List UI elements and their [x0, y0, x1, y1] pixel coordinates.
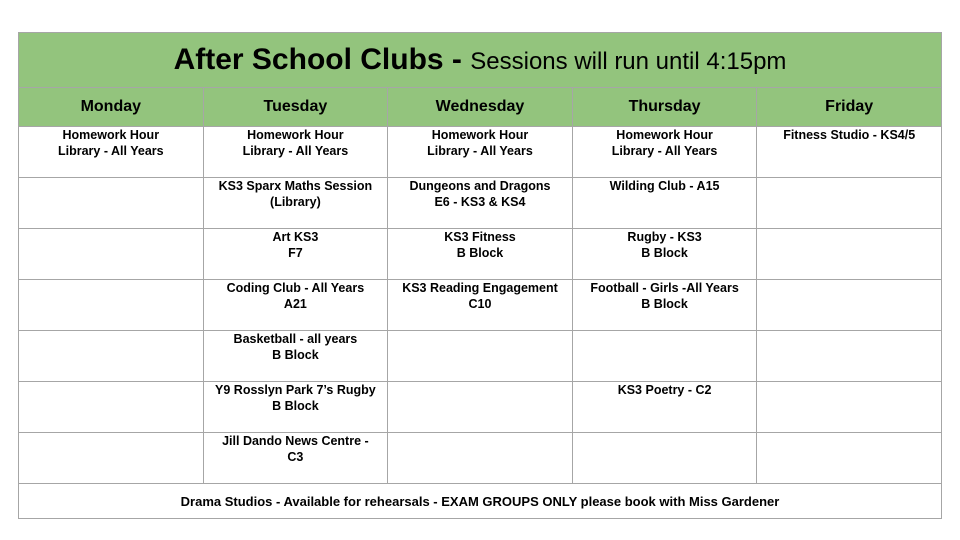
page-title: After School Clubs -	[173, 43, 471, 76]
page-subtitle: Sessions will run until 4:15pm	[470, 48, 787, 75]
club-cell-friday	[757, 280, 942, 331]
club-cell-monday	[19, 178, 204, 229]
club-cell-thursday	[572, 229, 757, 280]
club-cell-wednesday	[388, 382, 573, 433]
club-cell-wednesday	[388, 229, 573, 280]
club-location: B Block	[272, 399, 319, 413]
club-cell-monday	[19, 382, 204, 433]
club-cell-tuesday	[203, 280, 388, 331]
timetable-row	[19, 127, 942, 178]
club-location: Library - All Years	[611, 144, 718, 158]
club-cell-wednesday	[388, 331, 573, 382]
club-cell-friday	[757, 127, 942, 178]
club-location: F7	[288, 246, 303, 260]
club-location: E6 - KS3 & KS4	[434, 195, 526, 209]
club-name: Homework Hour	[431, 128, 529, 142]
club-cell-wednesday	[388, 280, 573, 331]
club-cell-thursday	[572, 382, 757, 433]
club-name: KS3 Reading Engagement	[402, 281, 558, 295]
drama-studios-note: Drama Studios - Available for rehearsals - EXAM GROUPS ONLY please book with Miss Gardener	[19, 484, 942, 519]
club-name: Homework Hour	[62, 128, 160, 142]
club-cell-thursday	[572, 178, 757, 229]
club-name: KS3 Fitness	[444, 230, 516, 244]
club-cell-thursday	[572, 331, 757, 382]
club-name: Basketball - all years	[233, 332, 358, 346]
club-cell-thursday	[572, 433, 757, 484]
timetable-row	[19, 433, 942, 484]
club-cell-tuesday	[203, 382, 388, 433]
club-cell-monday	[19, 229, 204, 280]
timetable-row	[19, 229, 942, 280]
day-header-row	[19, 88, 942, 127]
club-name: Dungeons and Dragons	[409, 179, 551, 193]
club-name: KS3 Poetry - C2	[617, 383, 712, 397]
clubs-timetable	[18, 32, 942, 519]
club-location: Library - All Years	[427, 144, 533, 158]
club-location: Library - All Years	[57, 144, 164, 158]
club-cell-friday	[757, 331, 942, 382]
club-name: Homework Hour	[247, 128, 344, 142]
club-name: Wilding Club - A15	[609, 179, 720, 193]
day-header-wednesday: Wednesday	[388, 88, 573, 127]
club-location: B Block	[456, 246, 504, 260]
club-location: C10	[468, 297, 492, 311]
club-cell-tuesday	[203, 127, 388, 178]
club-location: A21	[283, 297, 307, 311]
club-name: Homework Hour	[616, 128, 713, 142]
club-cell-tuesday	[203, 331, 388, 382]
club-name: Art KS3	[272, 230, 319, 244]
club-location: C3	[287, 450, 304, 464]
club-name: Y9 Rosslyn Park 7’s Rugby	[215, 383, 376, 397]
club-cell-tuesday	[203, 229, 388, 280]
club-location: B Block	[641, 246, 688, 260]
club-cell-wednesday	[388, 433, 573, 484]
day-header-monday: Monday	[19, 88, 204, 127]
club-name: KS3 Sparx Maths Session	[218, 179, 373, 193]
club-cell-friday	[757, 433, 942, 484]
timetable-row	[19, 178, 942, 229]
timetable-body	[19, 127, 942, 484]
club-location: Library - All Years	[242, 144, 349, 158]
day-header-friday: Friday	[757, 88, 942, 127]
timetable-row	[19, 331, 942, 382]
club-cell-friday	[757, 178, 942, 229]
club-cell-monday	[19, 433, 204, 484]
club-name: Fitness Studio - KS4/5	[783, 128, 916, 142]
club-cell-tuesday	[203, 433, 388, 484]
club-cell-wednesday	[388, 127, 573, 178]
club-name: Football - Girls -All Years	[590, 281, 739, 295]
club-cell-friday	[757, 382, 942, 433]
club-location: B Block	[641, 297, 688, 311]
club-name: Coding Club - All Years	[226, 281, 365, 295]
club-name: Jill Dando News Centre -	[222, 434, 369, 448]
club-cell-monday	[19, 331, 204, 382]
club-location: (Library)	[270, 195, 321, 209]
club-cell-thursday	[572, 280, 757, 331]
club-cell-monday	[19, 127, 204, 178]
club-location: B Block	[272, 348, 319, 362]
timetable-row	[19, 280, 942, 331]
club-cell-friday	[757, 229, 942, 280]
club-name: Rugby - KS3	[627, 230, 702, 244]
club-cell-tuesday	[203, 178, 388, 229]
title-banner	[19, 33, 942, 88]
club-cell-thursday	[572, 127, 757, 178]
timetable-row	[19, 382, 942, 433]
day-header-tuesday: Tuesday	[203, 88, 388, 127]
club-cell-wednesday	[388, 178, 573, 229]
day-header-thursday: Thursday	[572, 88, 757, 127]
club-cell-monday	[19, 280, 204, 331]
